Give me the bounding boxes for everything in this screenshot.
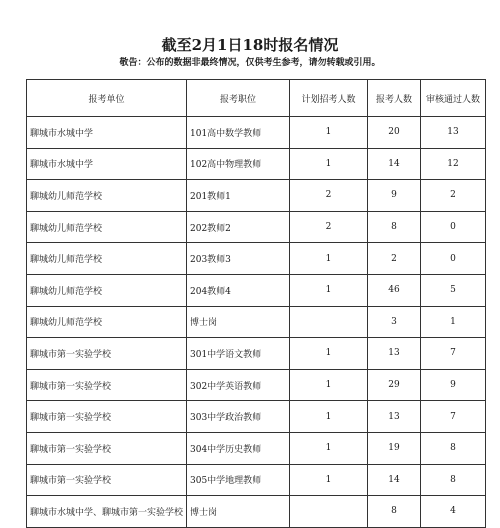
header-unit: 报考单位 [27,80,187,117]
header-applicants: 报考人数 [368,80,421,117]
header-row [27,80,486,117]
cell-applicants: 8 [368,496,421,528]
cell-plan: 1 [290,401,368,433]
cell-approved: 8 [421,432,486,464]
cell-position: 博士岗 [187,306,290,338]
cell-plan: 1 [290,243,368,275]
cell-position: 204教师4 [187,274,290,306]
cell-unit: 聊城市第一实验学校 [27,369,187,401]
cell-applicants: 8 [368,211,421,243]
cell-position: 301中学语文教师 [187,338,290,370]
cell-applicants: 13 [368,401,421,433]
table-row [27,274,486,306]
cell-applicants: 20 [368,117,421,149]
cell-plan: 1 [290,464,368,496]
cell-unit: 聊城幼儿师范学校 [27,306,187,338]
cell-position: 304中学历史教师 [187,432,290,464]
cell-position: 303中学政治教师 [187,401,290,433]
cell-applicants: 2 [368,243,421,275]
cell-plan: 1 [290,338,368,370]
table-row [27,496,486,528]
table-row [27,243,486,275]
cell-position: 101高中数学教师 [187,117,290,149]
cell-plan: 1 [290,369,368,401]
cell-approved: 9 [421,369,486,401]
cell-unit: 聊城市水城中学 [27,148,187,180]
cell-position: 102高中物理教师 [187,148,290,180]
cell-position: 305中学地理教师 [187,464,290,496]
table-body [27,117,486,528]
cell-approved: 5 [421,274,486,306]
cell-position: 302中学英语教师 [187,369,290,401]
cell-unit: 聊城幼儿师范学校 [27,180,187,212]
cell-plan [290,496,368,528]
table-row [27,432,486,464]
header-approved: 审核通过人数 [421,80,486,117]
cell-plan [290,306,368,338]
table-row [27,338,486,370]
cell-approved: 7 [421,401,486,433]
cell-approved: 0 [421,211,486,243]
table-row [27,464,486,496]
cell-unit: 聊城市第一实验学校 [27,401,187,433]
cell-plan: 2 [290,180,368,212]
table-row [27,369,486,401]
cell-position: 202教师2 [187,211,290,243]
table-row [27,180,486,212]
cell-approved: 8 [421,464,486,496]
cell-applicants: 13 [368,338,421,370]
table-header [27,80,486,117]
table-row [27,148,486,180]
cell-applicants: 29 [368,369,421,401]
cell-unit: 聊城市水城中学、聊城市第一实验学校 [27,496,187,528]
cell-position: 201教师1 [187,180,290,212]
cell-plan: 1 [290,274,368,306]
cell-applicants: 9 [368,180,421,212]
cell-approved: 13 [421,117,486,149]
cell-unit: 聊城幼儿师范学校 [27,211,187,243]
cell-unit: 聊城市水城中学 [27,117,187,149]
cell-unit: 聊城市第一实验学校 [27,338,187,370]
header-position: 报考职位 [187,80,290,117]
cell-approved: 12 [421,148,486,180]
cell-approved: 0 [421,243,486,275]
table-row [27,306,486,338]
cell-position: 博士岗 [187,496,290,528]
registration-table [26,79,486,528]
cell-approved: 7 [421,338,486,370]
cell-plan: 1 [290,148,368,180]
cell-approved: 1 [421,306,486,338]
cell-unit: 聊城市第一实验学校 [27,464,187,496]
cell-unit: 聊城幼儿师范学校 [27,274,187,306]
cell-applicants: 46 [368,274,421,306]
cell-applicants: 14 [368,148,421,180]
cell-applicants: 14 [368,464,421,496]
cell-applicants: 19 [368,432,421,464]
cell-position: 203教师3 [187,243,290,275]
cell-plan: 1 [290,432,368,464]
cell-approved: 4 [421,496,486,528]
notice-text: 敬告：公布的数据非最终情况，仅供考生参考，请勿转载或引用。 [119,58,381,68]
header-plan: 计划招考人数 [290,80,368,117]
table-row [27,117,486,149]
cell-unit: 聊城市第一实验学校 [27,432,187,464]
cell-plan: 2 [290,211,368,243]
table-row [27,211,486,243]
cell-plan: 1 [290,117,368,149]
table-row [27,401,486,433]
page-title: 截至2月1日18时报名情况 [161,36,339,54]
cell-applicants: 3 [368,306,421,338]
cell-unit: 聊城幼儿师范学校 [27,243,187,275]
cell-approved: 2 [421,180,486,212]
